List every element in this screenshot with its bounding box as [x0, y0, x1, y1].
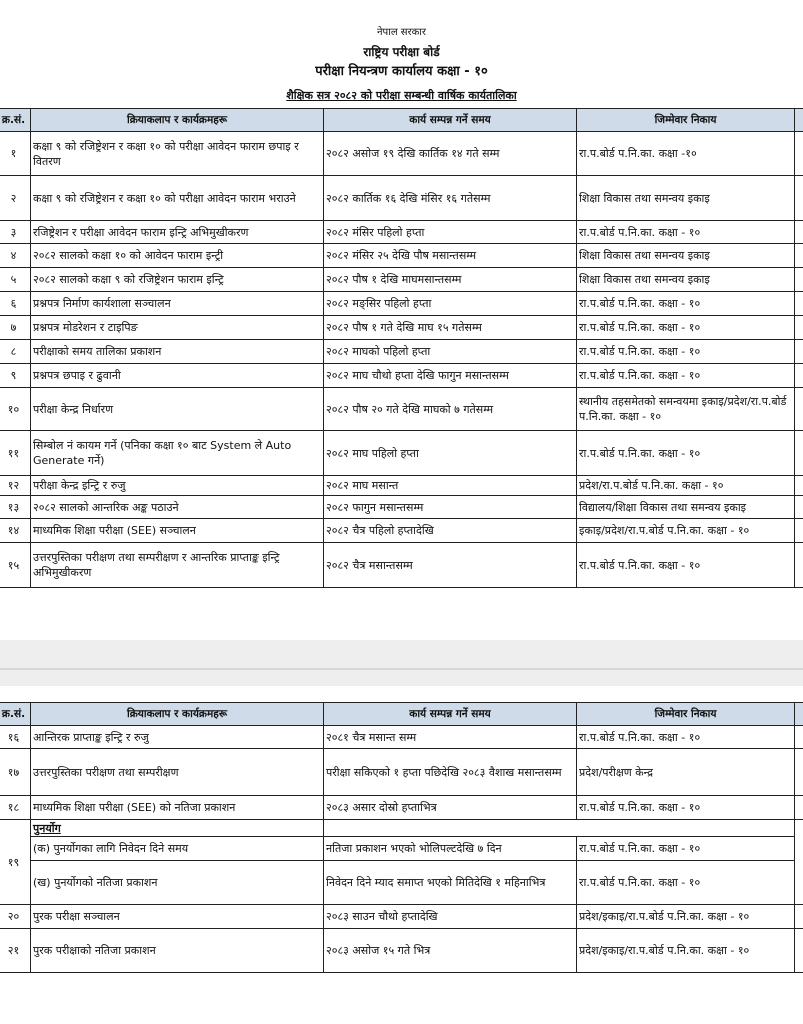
row-extra: [795, 905, 803, 929]
row19-blank: [324, 820, 577, 837]
row-activity: उत्तरपुस्तिका परीक्षण तथा सम्परीक्षण: [31, 749, 324, 796]
row-time: नतिजा प्रकाशन भएको भोलिपल्टदेखि ७ दिन: [324, 837, 577, 861]
row-sn: ७: [0, 316, 31, 340]
row-activity: पुरक परीक्षाको नतिजा प्रकाशन: [31, 929, 324, 973]
row-extra: [795, 519, 803, 543]
row-extra: [795, 244, 803, 268]
row-activity: पुरक परीक्षा सञ्चालन: [31, 905, 324, 929]
col-header-body: जिम्मेवार निकाय: [577, 703, 795, 726]
table-row: [0, 292, 803, 316]
row19-sub-b: [0, 861, 803, 905]
row-body: रा.प.बोर्ड प.नि.का. कक्षा - १०: [577, 726, 795, 749]
row-extra: [795, 388, 803, 431]
row-time: निवेदन दिने म्याद समाप्त भएको मितिदेखि १ महिनाभित्र: [324, 861, 577, 905]
row-activity: कक्षा ९ को रजिष्ट्रेशन र कक्षा १० को परीक्षा आवेदन फाराम छपाइ र वितरण: [31, 132, 324, 176]
row-body: शिक्षा विकास तथा समन्वय इकाइ: [577, 244, 795, 268]
row-activity: प्रश्नपत्र छपाइ र ढुवानी: [31, 364, 324, 388]
table-row: [0, 496, 803, 519]
col-header-time: कार्य सम्पन्न गर्ने समय: [324, 703, 577, 726]
row-extra: [795, 316, 803, 340]
col-header-activity: क्रियाकलाप र कार्यक्रमहरू: [31, 703, 324, 726]
row-sn: १७: [0, 749, 31, 796]
row-extra: [795, 364, 803, 388]
row-sn: २: [0, 176, 31, 221]
row19-sub-a: [0, 837, 803, 861]
row-sn: ९: [0, 364, 31, 388]
table-row: [0, 726, 803, 749]
row-activity: कक्षा ९ को रजिष्ट्रेशन र कक्षा १० को परीक्षा आवेदन फाराम भराउने: [31, 176, 324, 221]
row-time: २०८२ मङ्सिर पहिलो हप्ता: [324, 292, 577, 316]
row19-heading-row: [0, 820, 803, 837]
row-body: रा.प.बोर्ड प.नि.का. कक्षा - १०: [577, 292, 795, 316]
row-body: रा.प.बोर्ड प.नि.का. कक्षा - १०: [577, 837, 795, 861]
row-body: शिक्षा विकास तथा समन्वय इकाइ: [577, 176, 795, 221]
row-body: रा.प.बोर्ड प.नि.का. कक्षा -१०: [577, 132, 795, 176]
row-sn: १: [0, 132, 31, 176]
row-activity: २०८२ सालको आन्तरिक अङ्क पठाउने: [31, 496, 324, 519]
page-divider: [0, 668, 803, 670]
row-activity: प्रश्नपत्र निर्माण कार्यशाला सञ्चालन: [31, 292, 324, 316]
col-header-time: कार्य सम्पन्न गर्ने समय: [324, 109, 577, 132]
row-activity: परीक्षाको समय तालिका प्रकाशन: [31, 340, 324, 364]
row-body: स्थानीय तहसमेतको समन्वयमा इकाइ/प्रदेश/रा.प.बोर्ड प.नि.का. कक्षा - १०: [577, 388, 795, 431]
row-activity: सिम्बोल नं कायम गर्ने (पनिका कक्षा १० बाट System ले Auto Generate गर्ने): [31, 431, 324, 476]
row-sn: २०: [0, 905, 31, 929]
row-extra: [795, 820, 803, 905]
table-row: [0, 431, 803, 476]
schedule-table-page-2: [0, 702, 803, 973]
row-time: २०८३ असार दोस्रो हप्ताभित्र: [324, 796, 577, 820]
row-sn: १९: [0, 820, 31, 905]
row-activity: प्रश्नपत्र मोडरेशन र टाइपिङ: [31, 316, 324, 340]
row-body: प्रदेश/इकाइ/रा.प.बोर्ड प.नि.का. कक्षा - १०: [577, 929, 795, 973]
row-extra: [795, 431, 803, 476]
row-body: रा.प.बोर्ड प.नि.का. कक्षा - १०: [577, 861, 795, 905]
document-title: शैक्षिक सत्र २०८२ को परीक्षा सम्बन्धी वार्षिक कार्यतालिका: [286, 89, 517, 102]
row-body: विद्यालय/शिक्षा विकास तथा समन्वय इकाइ: [577, 496, 795, 519]
row-time: परीक्षा सकिएको १ हप्ता पछिदेखि २०८३ वैशाख मसान्तसम्म: [324, 749, 577, 796]
row-extra: [795, 796, 803, 820]
row-body: रा.प.बोर्ड प.नि.का. कक्षा - १०: [577, 364, 795, 388]
table-row: [0, 905, 803, 929]
table-row: [0, 244, 803, 268]
row-sn: १८: [0, 796, 31, 820]
row-time: २०८२ चैत्र पहिलो हप्तादेखि: [324, 519, 577, 543]
row-time: २०८२ माघ मसान्त: [324, 476, 577, 496]
row-sn: ४: [0, 244, 31, 268]
table-row: [0, 796, 803, 820]
table-header-row: [0, 703, 803, 726]
row-time: २०८२ माघ पहिलो हप्ता: [324, 431, 577, 476]
row-extra: [795, 496, 803, 519]
table-row: [0, 749, 803, 796]
row-time: २०८२ मंसिर २५ देखि पौष मसान्तसम्म: [324, 244, 577, 268]
row-body: रा.प.बोर्ड प.नि.का. कक्षा - १०: [577, 340, 795, 364]
page-gap: [0, 640, 803, 686]
col-header-extra: [795, 109, 803, 132]
row-sn: १२: [0, 476, 31, 496]
row-sn: ३: [0, 221, 31, 244]
row-sn: ६: [0, 292, 31, 316]
row-activity: २०८२ सालको कक्षा ९ को रजिष्ट्रेशन फाराम इन्ट्रि: [31, 268, 324, 292]
row-activity: (ख) पुनर्योगको नतिजा प्रकाशन: [31, 861, 324, 905]
row-activity: माध्यमिक शिक्षा परीक्षा (SEE) सञ्चालन: [31, 519, 324, 543]
row-activity: (क) पुनर्योगका लागि निवेदन दिने समय: [31, 837, 324, 861]
row-extra: [795, 476, 803, 496]
table-row: [0, 519, 803, 543]
table-header-row: [0, 109, 803, 132]
board-name: राष्ट्रिय परीक्षा बोर्ड: [363, 45, 440, 59]
row-sn: ५: [0, 268, 31, 292]
schedule-table-page-1: [0, 108, 803, 588]
table-row: [0, 340, 803, 364]
row-extra: [795, 929, 803, 973]
row-body: रा.प.बोर्ड प.नि.का. कक्षा - १०: [577, 221, 795, 244]
row-time: २०८३ असोज १५ गते भित्र: [324, 929, 577, 973]
table-row: [0, 543, 803, 588]
row-time: २०८१ चैत्र मसान्त सम्म: [324, 726, 577, 749]
row-time: २०८२ कार्तिक १६ देखि मंसिर १६ गतेसम्म: [324, 176, 577, 221]
row-extra: [795, 132, 803, 176]
col-header-activity: क्रियाकलाप र कार्यक्रमहरू: [31, 109, 324, 132]
row-extra: [795, 340, 803, 364]
row-sn: १०: [0, 388, 31, 431]
table-row: [0, 929, 803, 973]
row-sn: १६: [0, 726, 31, 749]
government-label: नेपाल सरकार: [377, 27, 426, 38]
table-row: [0, 221, 803, 244]
row-extra: [795, 221, 803, 244]
row-body: रा.प.बोर्ड प.नि.का. कक्षा - १०: [577, 796, 795, 820]
row-time: २०८२ फागुन मसान्तसम्म: [324, 496, 577, 519]
row-extra: [795, 543, 803, 588]
row-extra: [795, 292, 803, 316]
row-activity: परीक्षा केन्द्र इन्ट्रि र रुजु: [31, 476, 324, 496]
row-sn: १५: [0, 543, 31, 588]
row-body: रा.प.बोर्ड प.नि.का. कक्षा - १०: [577, 316, 795, 340]
table-row: [0, 268, 803, 292]
row-time: २०८२ पौष १ गते देखि माघ १५ गतेसम्म: [324, 316, 577, 340]
table-row: [0, 132, 803, 176]
row-time: २०८२ पौष २० गते देखि माघको ७ गतेसम्म: [324, 388, 577, 431]
row-body: इकाइ/प्रदेश/रा.प.बोर्ड प.नि.का. कक्षा - १०: [577, 519, 795, 543]
row-activity: २०८२ सालको कक्षा १० को आवेदन फाराम इन्ट्री: [31, 244, 324, 268]
row-sn: २१: [0, 929, 31, 973]
col-header-sn: क्र.सं.: [0, 109, 31, 132]
row-activity: रजिष्ट्रेशन र परीक्षा आवेदन फाराम इन्ट्रि अभिमुखीकरण: [31, 221, 324, 244]
row-time: २०८२ माघको पहिलो हप्ता: [324, 340, 577, 364]
row-activity: माध्यमिक शिक्षा परीक्षा (SEE) को नतिजा प्रकाशन: [31, 796, 324, 820]
row-body: रा.प.बोर्ड प.नि.का. कक्षा - १०: [577, 431, 795, 476]
row-time: २०८२ माघ चौथो हप्ता देखि फागुन मसान्तसम्म: [324, 364, 577, 388]
row-extra: [795, 268, 803, 292]
col-header-extra: [795, 703, 803, 726]
row19-blank: [577, 820, 795, 837]
table-row: [0, 476, 803, 496]
col-header-body: जिम्मेवार निकाय: [577, 109, 795, 132]
row-extra: [795, 726, 803, 749]
row-sn: १३: [0, 496, 31, 519]
row-time: २०८३ साउन चौथो हप्तादेखि: [324, 905, 577, 929]
row-body: प्रदेश/रा.प.बोर्ड प.नि.का. कक्षा - १०: [577, 476, 795, 496]
row-activity: उत्तरपुस्तिका परीक्षण तथा सम्परीक्षण र आन्तरिक प्राप्ताङ्क इन्ट्रि अभिमुखीकरण: [31, 543, 324, 588]
row-extra: [795, 749, 803, 796]
row-activity: परीक्षा केन्द्र निर्धारण: [31, 388, 324, 431]
table-row: [0, 176, 803, 221]
row-time: २०८२ असोज १९ देखि कार्तिक १४ गते सम्म: [324, 132, 577, 176]
row-time: २०८२ चैत्र मसान्तसम्म: [324, 543, 577, 588]
row-sn: ८: [0, 340, 31, 364]
row-activity: आन्तिरक प्राप्ताङ्क इन्ट्रि र रुजु: [31, 726, 324, 749]
row-body: प्रदेश/इकाइ/रा.प.बोर्ड प.नि.का. कक्षा - १०: [577, 905, 795, 929]
row-body: रा.प.बोर्ड प.नि.का. कक्षा - १०: [577, 543, 795, 588]
table-row: [0, 316, 803, 340]
table-row: [0, 364, 803, 388]
table-body: [0, 132, 803, 588]
office-name: परीक्षा नियन्त्रण कार्यालय कक्षा - १०: [315, 64, 488, 79]
row-sn: १४: [0, 519, 31, 543]
row-body: शिक्षा विकास तथा समन्वय इकाइ: [577, 268, 795, 292]
row-sn: ११: [0, 431, 31, 476]
col-header-sn: क्र.सं.: [0, 703, 31, 726]
table-body: [0, 726, 803, 973]
row-body: प्रदेश/परीक्षण केन्द्र: [577, 749, 795, 796]
table-row: [0, 388, 803, 431]
row-time: २०८२ पौष १ देखि माघमसान्तसम्म: [324, 268, 577, 292]
row19-heading: पुनर्योग: [31, 820, 324, 837]
row-extra: [795, 176, 803, 221]
row-time: २०८२ मंसिर पहिलो हप्ता: [324, 221, 577, 244]
